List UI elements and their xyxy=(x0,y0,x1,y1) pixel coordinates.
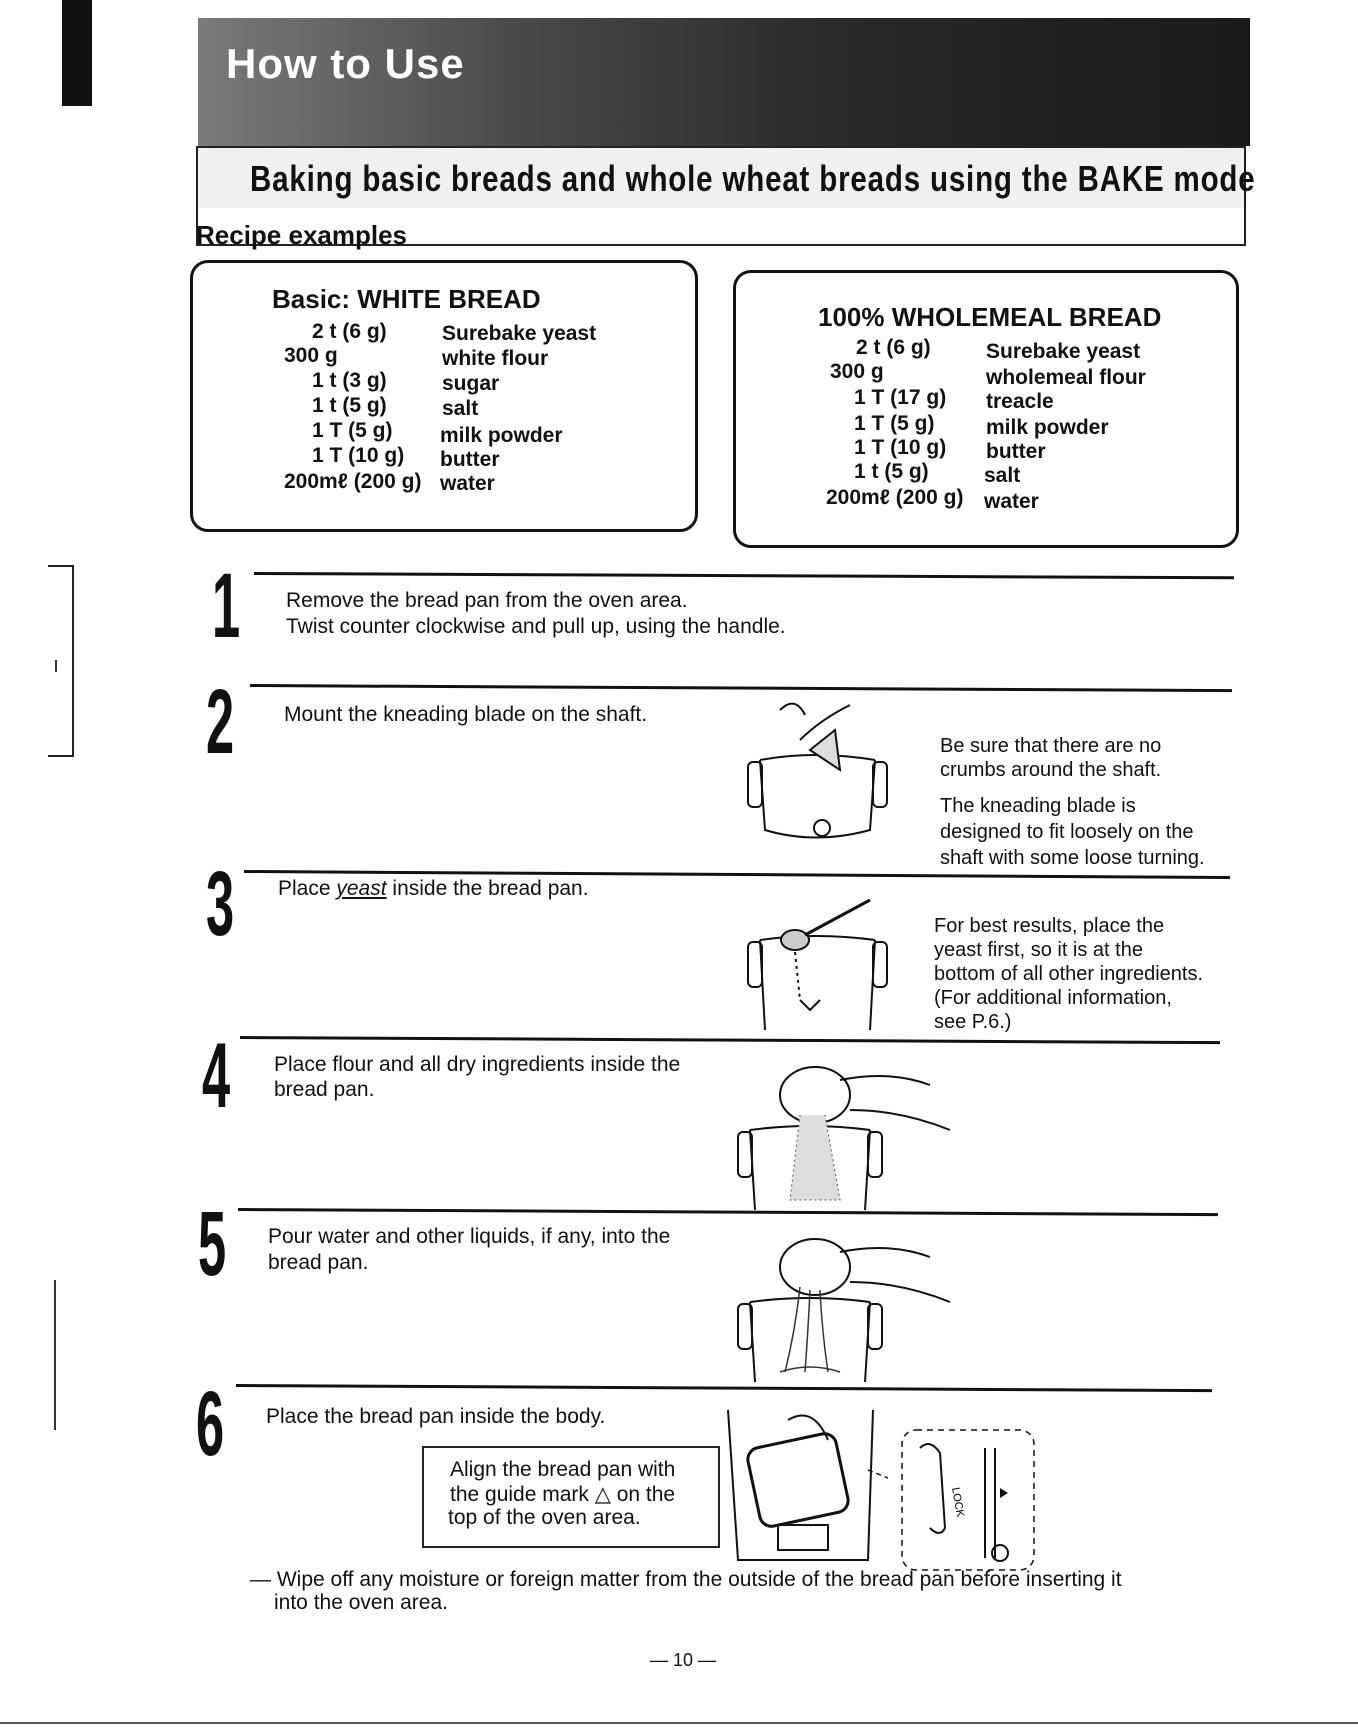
step-text-emphasis: yeast xyxy=(336,877,387,900)
recipe-examples-label: Recipe examples xyxy=(196,220,408,250)
recipe-ingredient: Surebake yeast xyxy=(986,340,1141,363)
recipe-amount: 200mℓ (200 g) xyxy=(284,470,422,493)
step-text: Remove the bread pan from the oven area. xyxy=(286,589,688,612)
recipe-amount: 1 t (5 g) xyxy=(312,394,387,417)
step-note: (For additional information, xyxy=(934,987,1172,1009)
step-note: see P.6.) xyxy=(934,1011,1012,1033)
recipe-amount: 1 T (5 g) xyxy=(854,412,935,435)
step-note: Be sure that there are no xyxy=(940,735,1162,757)
recipe-amount: 2 t (6 g) xyxy=(856,336,931,359)
callout-text: Align the bread pan with xyxy=(450,1458,676,1481)
step-note: designed to fit loosely on the xyxy=(940,821,1194,843)
recipe-amount: 1 T (17 g) xyxy=(854,386,947,409)
footnote-line: — Wipe off any moisture or foreign matter from the outside of the bread pan before inserting it xyxy=(250,1568,1122,1591)
step-number: 3 xyxy=(206,853,235,955)
step-divider xyxy=(250,684,1232,692)
recipe-amount: 300 g xyxy=(830,360,884,383)
step-note: shaft with some loose turning. xyxy=(940,847,1205,869)
step-text-prefix: Place xyxy=(278,877,337,900)
recipe-amount: 2 t (6 g) xyxy=(312,320,387,343)
callout-text: top of the oven area. xyxy=(448,1506,641,1529)
step-divider xyxy=(240,1036,1220,1044)
recipe-ingredient: Surebake yeast xyxy=(442,322,597,345)
step-text: bread pan. xyxy=(274,1078,375,1101)
step-text: bread pan. xyxy=(268,1251,369,1274)
recipe-ingredient: butter xyxy=(986,440,1046,463)
recipe-amount: 200mℓ (200 g) xyxy=(826,486,964,509)
lock-label: LOCK xyxy=(949,1486,967,1519)
step-number: 2 xyxy=(206,671,235,773)
recipe-amount: 300 g xyxy=(284,344,338,367)
page-number: — 10 — xyxy=(650,1650,717,1670)
step-text: Pour water and other liquids, if any, into the xyxy=(268,1225,671,1248)
yeast-spoon-illustration xyxy=(740,880,900,1040)
pan-insert-illustration xyxy=(718,1400,888,1570)
step-text: Mount the kneading blade on the shaft. xyxy=(284,703,648,726)
step-number: 1 xyxy=(212,555,241,657)
step-text: Place flour and all dry ingredients inside the xyxy=(274,1053,681,1076)
step-text: Place the bread pan inside the body. xyxy=(266,1405,606,1428)
recipe-ingredient: butter xyxy=(440,448,500,471)
callout-text: the guide mark △ on the xyxy=(450,1483,676,1506)
step-note: The kneading blade is xyxy=(940,795,1136,817)
recipe-amount: 1 T (5 g) xyxy=(312,419,393,442)
recipe-ingredient: water xyxy=(440,472,495,495)
recipe-amount: 1 T (10 g) xyxy=(854,436,947,459)
water-pour-illustration xyxy=(730,1222,990,1392)
recipe-amount: 1 t (5 g) xyxy=(854,460,929,483)
step-divider xyxy=(238,1208,1218,1216)
recipe-ingredient: wholemeal flour xyxy=(986,366,1146,389)
recipe-ingredient: salt xyxy=(442,397,479,420)
step-divider xyxy=(236,1384,1212,1392)
flour-pour-illustration xyxy=(730,1050,990,1220)
step-number: 5 xyxy=(198,1193,227,1295)
recipe-ingredient: sugar xyxy=(442,372,500,395)
margin-line xyxy=(54,1280,56,1430)
step-number: 4 xyxy=(202,1025,231,1127)
step-note: For best results, place the xyxy=(934,915,1165,937)
recipe-title: 100% WHOLEMEAL BREAD xyxy=(818,302,1162,332)
recipe-ingredient: salt xyxy=(984,464,1021,487)
recipe-amount: 1 T (10 g) xyxy=(312,444,405,467)
kneading-blade-illustration xyxy=(740,700,890,850)
recipe-ingredient: treacle xyxy=(986,390,1054,413)
recipe-ingredient: milk powder xyxy=(986,416,1109,439)
recipe-ingredient: milk powder xyxy=(440,424,563,447)
step-divider xyxy=(254,572,1234,579)
step-text xyxy=(278,876,589,901)
margin-tick xyxy=(55,660,57,672)
footnote xyxy=(250,1568,1200,1614)
footnote-line: into the oven area. xyxy=(274,1591,448,1614)
step-note: yeast first, so it is at the xyxy=(934,939,1143,961)
recipe-ingredient: white flour xyxy=(442,347,549,370)
margin-bracket xyxy=(48,565,74,757)
page-title: How to Use xyxy=(226,40,465,87)
recipe-title: Basic: WHITE BREAD xyxy=(272,284,541,314)
margin-edge-bar xyxy=(62,0,92,106)
section-title: Baking basic breads and whole wheat breads using the BAKE mode xyxy=(250,158,1256,199)
recipe-ingredient: water xyxy=(984,490,1039,513)
step-note: crumbs around the shaft. xyxy=(940,759,1162,781)
lock-detail-illustration xyxy=(900,1428,1040,1578)
bottom-rule xyxy=(0,1722,1358,1724)
step-note: bottom of all other ingredients. xyxy=(934,963,1204,985)
recipe-amount: 1 t (3 g) xyxy=(312,369,387,392)
step-text: Twist counter clockwise and pull up, using the handle. xyxy=(286,615,786,638)
step-number: 6 xyxy=(196,1373,225,1475)
step-text-suffix: inside the bread pan. xyxy=(386,877,589,900)
